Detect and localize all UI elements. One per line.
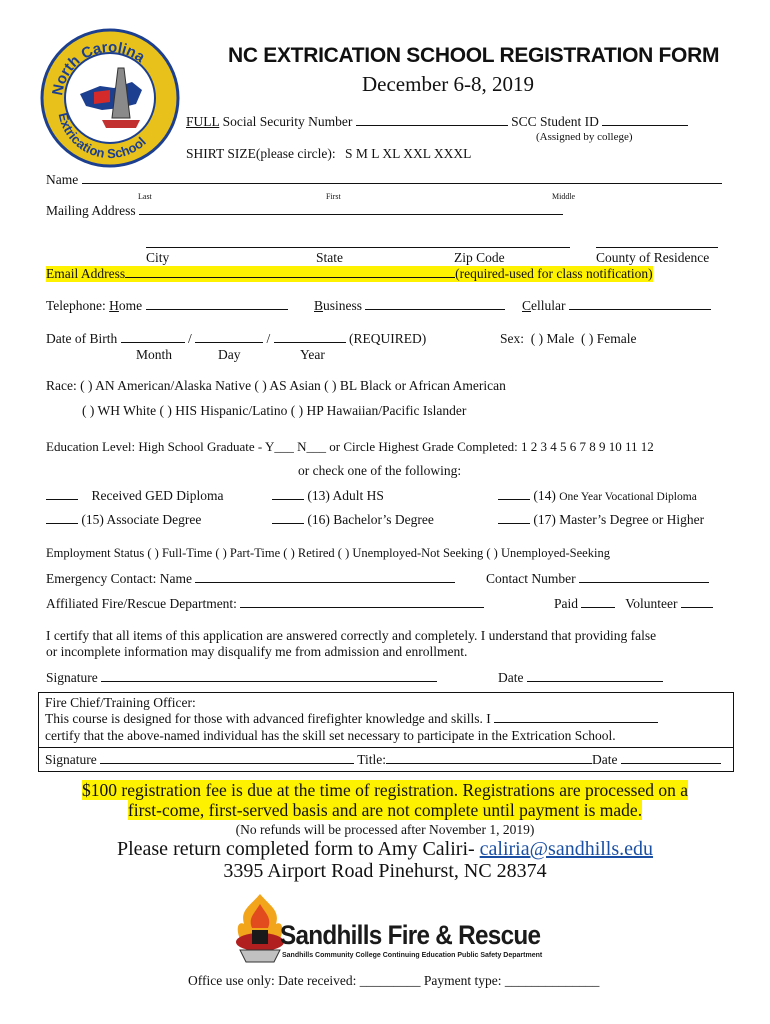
home-label: ome [118,298,143,313]
page-title: NC EXTRICATION SCHOOL REGISTRATION FORM [228,44,720,67]
edu-option-associate[interactable] [46,512,201,528]
fee-line-2-wrap [0,800,770,821]
home-phone-field[interactable] [146,298,288,310]
race-label: Race: [46,378,77,393]
dob-required: (REQUIRED) [349,331,427,346]
chief-title: Fire Chief/Training Officer: [45,695,196,710]
business-phone-field[interactable] [365,298,505,310]
dob-year-field[interactable] [274,331,346,343]
mailing-label: Mailing Address [46,203,136,218]
chief-line-2: certify that the above-named individual has the skill set necessary to participate in the Extrication School. [45,728,616,743]
education-row[interactable]: Education Level: High School Graduate - Y___ N___ or Circle Highest Grade Completed: 1 2 3 4 5 6 7 8 9 10 11 12 [46,439,654,454]
applicant-signature-row [46,670,437,686]
name-middle-caption: Middle [552,192,576,201]
contact-number-row [486,571,709,587]
sandhills-fire-rescue-logo [230,890,543,966]
edu-option-ged[interactable] [46,488,223,504]
certify-line-1: I certify that all items of this application are answered correctly and completely. I understand that providing false [46,628,657,643]
fee-line-1-wrap [0,780,770,801]
education-or-check: or check one of the following: [298,463,462,478]
volunteer-field[interactable] [681,596,713,608]
office-use-line: Office use only: Date received: _________ Payment type: ______________ [188,973,600,988]
fee-line-1: $100 registration fee is due at the time of registration. Registrations are processed on a [82,780,688,800]
dob-day-caption: Day [218,347,241,362]
edu-master-label: (17) Master’s Degree or Higher [533,512,705,527]
sex-male-option[interactable]: ( ) Male [530,331,575,346]
return-address: 3395 Airport Road Pinehurst, NC 28374 [223,860,547,882]
shirt-size-row [186,146,471,162]
edu-adult-hs-label: (13) Adult HS [307,488,384,503]
sex-female-option[interactable]: ( ) Female [581,331,637,346]
signature-label: Signature [46,670,98,685]
applicant-date-field[interactable] [527,670,663,682]
dob-label: Date of Birth [46,331,118,346]
contact-number-label: Contact Number [486,571,576,586]
shirt-size-label: SHIRT SIZE(please circle): [186,146,336,161]
scc-id-field[interactable] [602,114,688,126]
email-field[interactable] [125,266,455,278]
emergency-name-field[interactable] [195,571,455,583]
event-date: December 6-8, 2019 [362,72,535,96]
fire-chief-box [38,692,734,772]
ssn-label-full: FULL [186,114,220,129]
telephone-row [46,298,288,314]
mailing-field[interactable] [139,203,563,215]
scc-note: (Assigned by college) [536,131,633,143]
business-label-accel: B [314,298,324,313]
name-label: Name [46,172,79,187]
nc-extrication-logo [40,28,180,168]
email-label: Email Address [46,266,126,281]
race-options-2[interactable]: ( ) WH White ( ) HIS Hispanic/Latino ( ) HP Hawaiian/Pacific Islander [82,403,467,418]
dob-day-field[interactable] [195,331,263,343]
volunteer-label: Volunteer [625,596,678,611]
applicant-date-row [498,670,663,686]
edu-vocational-num: (14) [533,488,560,503]
edu-bachelor-label: (16) Bachelor’s Degree [307,512,434,527]
name-field[interactable] [82,172,722,184]
chief-signature-row [45,752,721,768]
chief-title-field[interactable] [386,752,592,764]
affiliated-row [46,596,484,612]
name-row [46,172,722,188]
zip-caption: Zip Code [454,250,505,265]
chief-signature-label: Signature [45,752,97,767]
return-line [0,838,770,861]
cellular-row [522,298,711,314]
edu-option-master[interactable] [498,512,704,528]
affiliated-field[interactable] [240,596,484,608]
dob-month-field[interactable] [121,331,185,343]
race-options-1[interactable]: ( ) AN American/Alaska Native ( ) AS Asian ( ) BL Black or African American [80,378,506,393]
sex-row [500,331,636,347]
home-label-accel: H [109,298,119,313]
edu-ged-label: Received GED Diploma [91,488,224,503]
contact-number-field[interactable] [579,571,709,583]
paid-label: Paid [554,596,579,611]
email-note: (required-used for class notification) [455,266,653,281]
edu-option-vocational[interactable] [498,488,697,504]
emergency-row [46,571,455,587]
dob-month-caption: Month [136,347,173,362]
return-text: Please return completed form to Amy Caliri- [116,838,480,860]
chief-date-field[interactable] [621,752,721,764]
chief-title-label: Title: [357,752,387,767]
chief-date-label: Date [592,752,618,767]
chief-signature-field[interactable] [100,752,354,764]
edu-option-bachelor[interactable] [272,512,434,528]
employment-label: Employment Status [46,546,145,560]
name-first-caption: First [326,192,341,201]
footer-logo-name: Sandhills Fire & Rescue [280,920,541,950]
county-caption: County of Residence [596,250,710,265]
return-email-link[interactable]: caliria@sandhills.edu [479,838,654,860]
email-row [46,266,653,282]
county-field[interactable] [596,236,718,248]
logo-text-bottom: Extrication School [55,111,149,162]
certify-line-2: or incomplete information may disqualify me from admission and enrollment. [46,644,468,659]
chief-line-1 [45,711,658,727]
logo-text-top: North Carolina [49,38,148,97]
emp-part-time[interactable]: ( ) Part-Time [215,546,281,560]
business-row [314,298,505,314]
fee-line-2: first-come, first-served basis and are not complete until payment is made. [127,800,643,820]
dob-year-caption: Year [300,347,325,362]
emp-retired[interactable]: ( ) Retired [283,546,335,560]
employment-row [46,546,610,561]
scc-label: SCC Student ID [511,114,599,129]
emp-unemployed-not-seeking[interactable]: ( ) Unemployed-Not Seeking [337,546,484,560]
sex-label: Sex: [500,331,525,346]
dob-row: Date of Birth / / (REQUIRED) [46,331,427,346]
paid-field[interactable] [581,596,615,608]
state-caption: State [316,250,343,265]
emp-unemployed-seeking[interactable]: ( ) Unemployed-Seeking [486,546,610,560]
applicant-signature-field[interactable] [101,670,437,682]
date-label: Date [498,670,524,685]
chief-name-field[interactable] [494,711,658,723]
cellular-label-accel: C [522,298,532,313]
telephone-label: Telephone: [46,298,106,313]
ssn-field[interactable] [356,114,508,126]
edu-associate-label: (15) Associate Degree [81,512,202,527]
affiliated-label: Affiliated Fire/Rescue Department: [46,596,237,611]
shirt-size-options[interactable]: S M L XL XXL XXXL [345,146,472,161]
name-last-caption: Last [138,192,152,201]
mailing-row [46,203,563,219]
business-label: usiness [323,298,363,313]
refund-note: (No refunds will be processed after November 1, 2019) [235,822,535,837]
cellular-label: ellular [531,298,566,313]
ssn-label: Social Security Number [219,114,353,129]
chief-line-1-text: This course is designed for those with advanced firefighter knowledge and skills. I [45,711,491,726]
city-caption: City [146,250,170,265]
mailing-line-2[interactable] [146,236,570,248]
edu-option-adult-hs[interactable] [272,488,384,504]
footer-logo-sub: Sandhills Community College Continuing Education Public Safety Department [282,952,543,959]
race-row-1 [46,378,506,394]
edu-vocational-label: One Year Vocational Diploma [559,491,697,503]
emergency-label: Emergency Contact: Name [46,571,192,586]
cellular-phone-field[interactable] [569,298,711,310]
emp-full-time[interactable]: ( ) Full-Time [147,546,213,560]
paid-volunteer-row [554,596,713,612]
ssn-row [186,114,688,130]
